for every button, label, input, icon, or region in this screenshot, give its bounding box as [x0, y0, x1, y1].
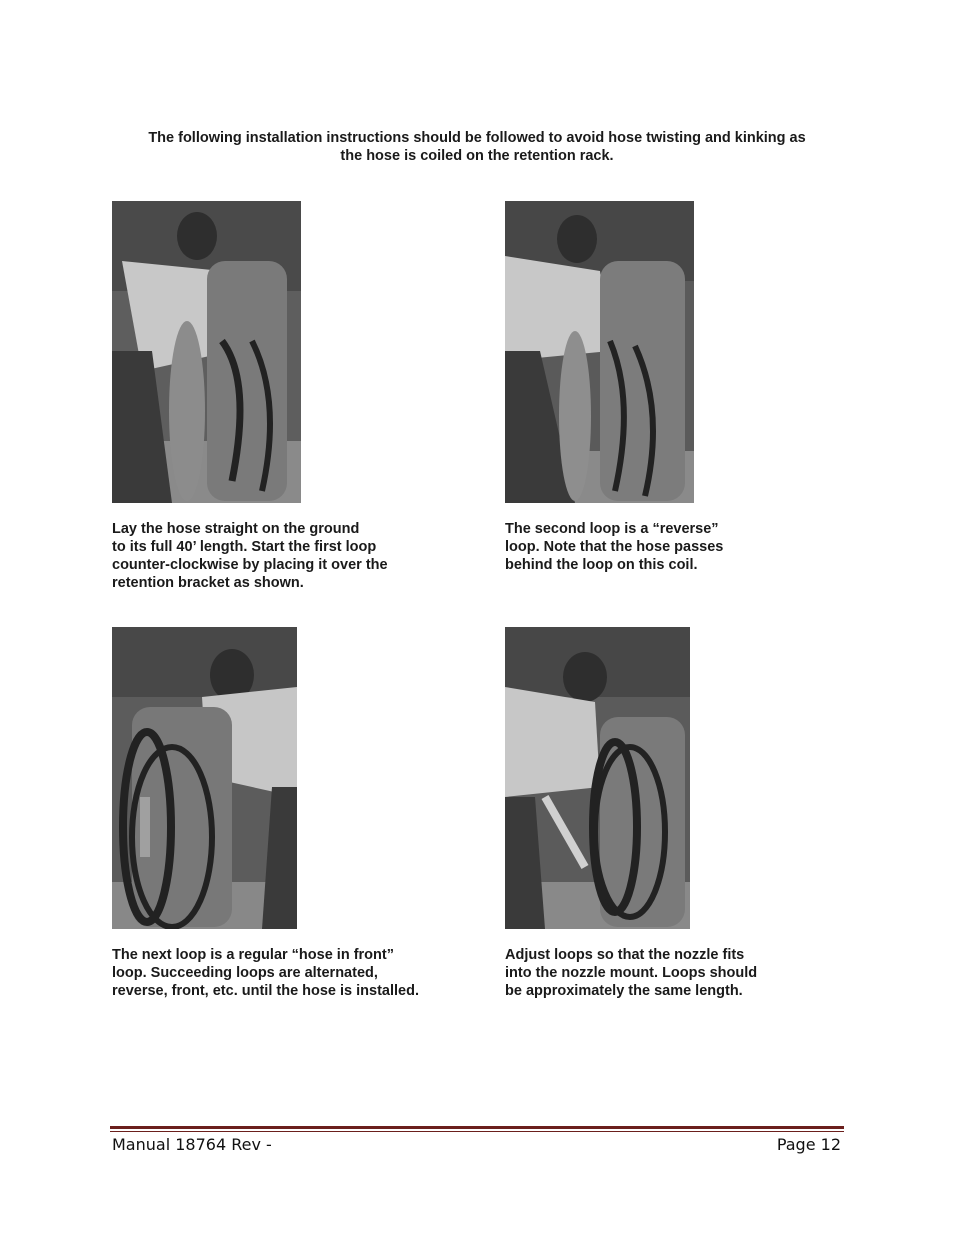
caption-line: counter-clockwise by placing it over the — [112, 557, 388, 573]
intro-text — [112, 129, 842, 165]
caption-line: be approximately the same length. — [505, 983, 743, 999]
caption-line: Lay the hose straight on the ground — [112, 521, 360, 537]
installation-photo-icon — [112, 627, 297, 929]
step-2-caption — [505, 520, 850, 574]
step-3-caption — [112, 946, 457, 1000]
installation-photo-icon — [505, 627, 690, 929]
intro-line-2: the hose is coiled on the retention rack. — [340, 148, 614, 164]
installation-photo-icon — [505, 201, 694, 503]
step-2-photo — [505, 201, 694, 503]
caption-line: loop. Succeeding loops are alternated, — [112, 965, 378, 981]
caption-line: reverse, front, etc. until the hose is installed. — [112, 983, 419, 999]
caption-line: The next loop is a regular “hose in front” — [112, 947, 394, 963]
step-4-caption — [505, 946, 850, 1000]
caption-line: to its full 40’ length. Start the first loop — [112, 539, 377, 555]
caption-line: behind the loop on this coil. — [505, 557, 698, 573]
caption-line: into the nozzle mount. Loops should — [505, 965, 758, 981]
step-1-photo — [112, 201, 301, 503]
installation-photo-icon — [112, 201, 301, 503]
step-1-caption — [112, 520, 457, 592]
footer-manual-label: Manual 18764 Rev - — [112, 1135, 272, 1154]
caption-line: Adjust loops so that the nozzle fits — [505, 947, 745, 963]
footer-rule — [110, 1126, 844, 1129]
footer-rule-thin — [110, 1131, 844, 1132]
step-4-photo — [505, 627, 690, 929]
caption-line: The second loop is a “reverse” — [505, 521, 719, 537]
step-3-photo — [112, 627, 297, 929]
caption-line: retention bracket as shown. — [112, 575, 304, 591]
footer-page-number: Page 12 — [776, 1135, 841, 1154]
intro-line-1: The following installation instructions should be followed to avoid hose twisting and kinking as — [148, 130, 806, 146]
caption-line: loop. Note that the hose passes — [505, 539, 724, 555]
